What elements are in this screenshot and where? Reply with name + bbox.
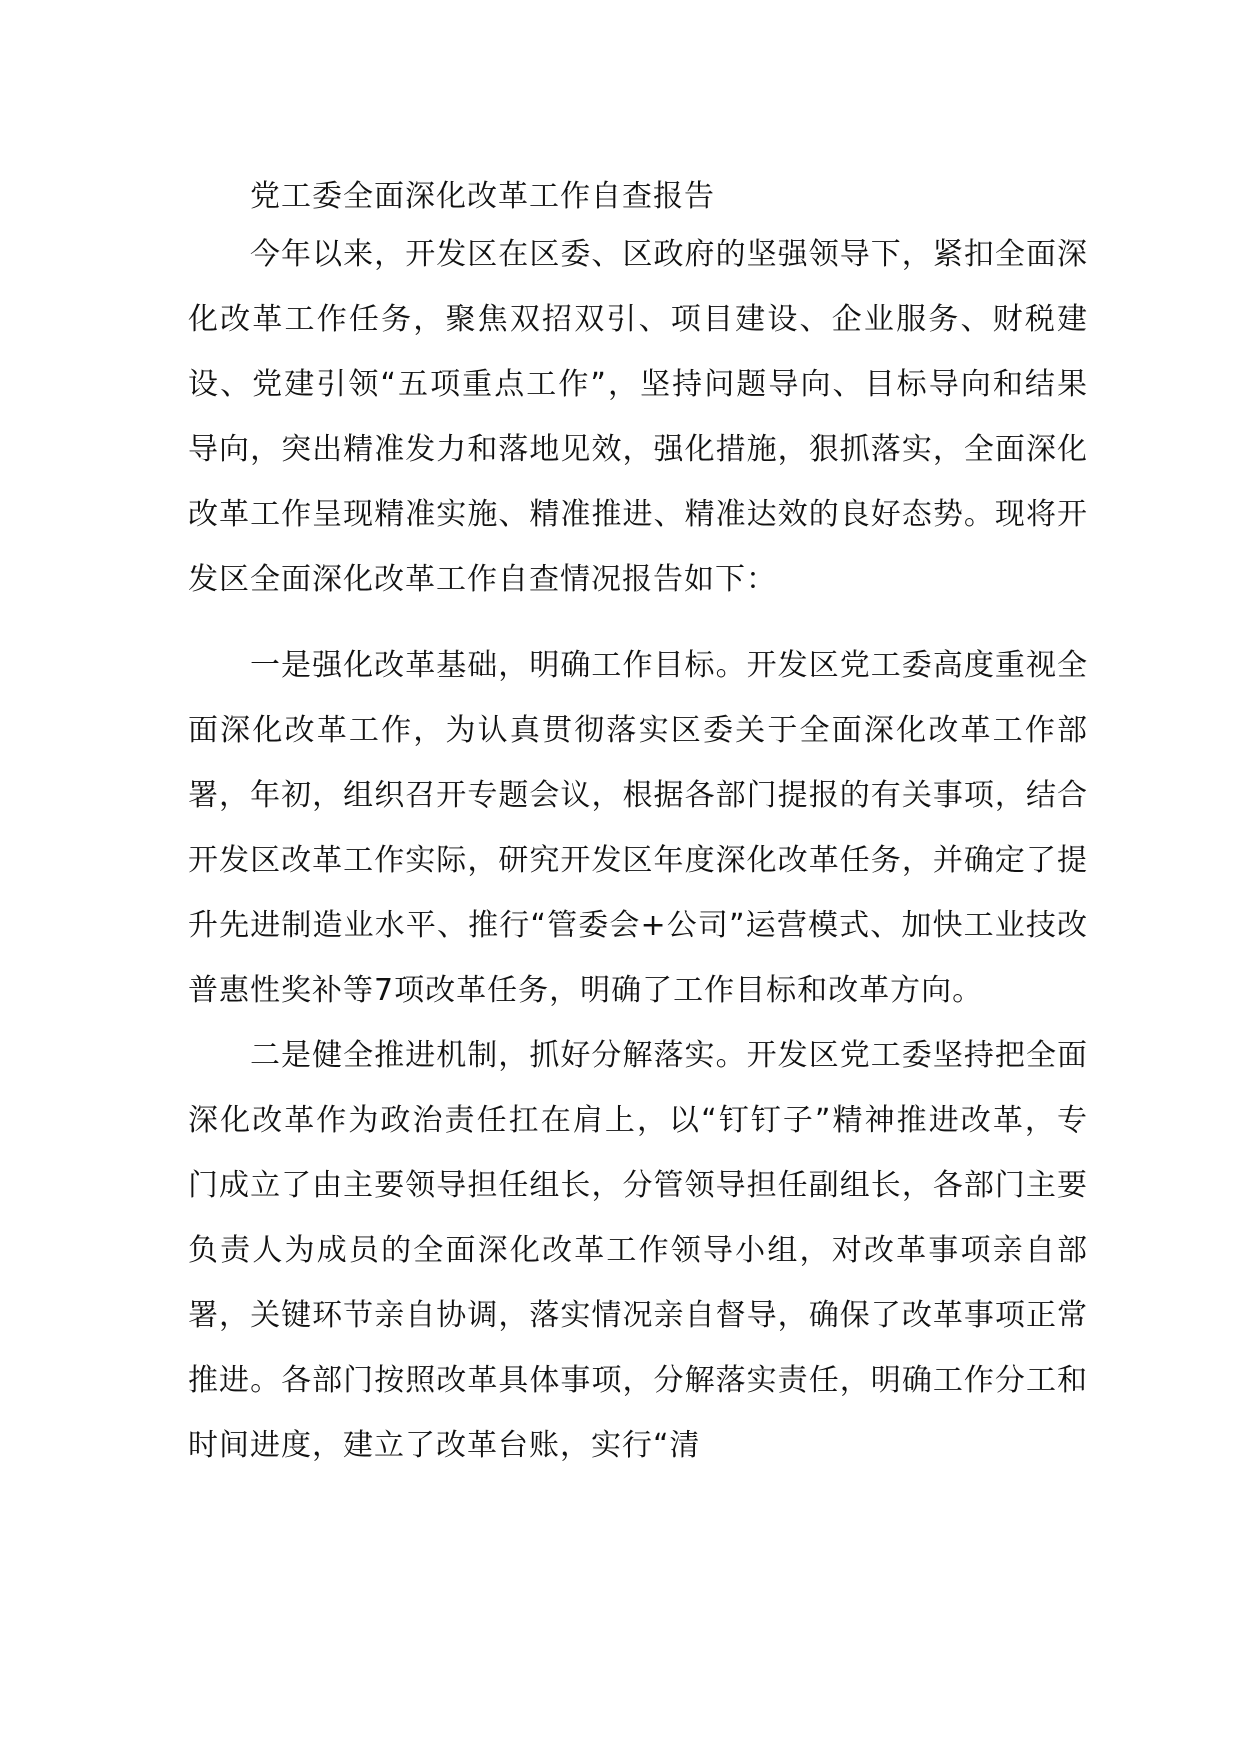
paragraph-intro: 今年以来，开发区在区委、区政府的坚强领导下，紧扣全面深化改革工作任务，聚焦双招双引、项目建设、企业服务、财税建设、党建引领“五项重点工作”，坚持问题导向、目标导向和结果导向，突出精准发力和落地见效，强化措施，狠抓落实，全面深化改革工作呈现精准实施、精准推进、精准达效的良好态势。现将开发区全面深化改革工作自查情况报告如下： xyxy=(188,237,1088,597)
document-body xyxy=(188,172,1088,1478)
paragraph-point-one: 一是强化改革基础，明确工作目标。开发区党工委高度重视全面深化改革工作，为认真贯彻落实区委关于全面深化改革工作部署，年初，组织召开专题会议，根据各部门提报的有关事项，结合开发区改革工作实际，研究开发区年度深化改革任务，并确定了提升先进制造业水平、推行“管委会+公司”运营模式、加快工业技改普惠性奖补等7项改革任务，明确了工作目标和改革方向。 xyxy=(188,648,1088,1008)
paragraph-point-two: 二是健全推进机制，抓好分解落实。开发区党工委坚持把全面深化改革作为政治责任扛在肩上，以“钉钉子”精神推进改革，专门成立了由主要领导担任组长，分管领导担任副组长，各部门主要负责人为成员的全面深化改革工作领导小组，对改革事项亲自部署，关键环节亲自协调，落实情况亲自督导，确保了改革事项正常推进。各部门按照改革具体事项，分解落实责任，明确工作分工和时间进度，建立了改革台账，实行“清 xyxy=(188,1038,1088,1463)
document-title: 党工委全面深化改革工作自查报告 xyxy=(250,179,715,214)
